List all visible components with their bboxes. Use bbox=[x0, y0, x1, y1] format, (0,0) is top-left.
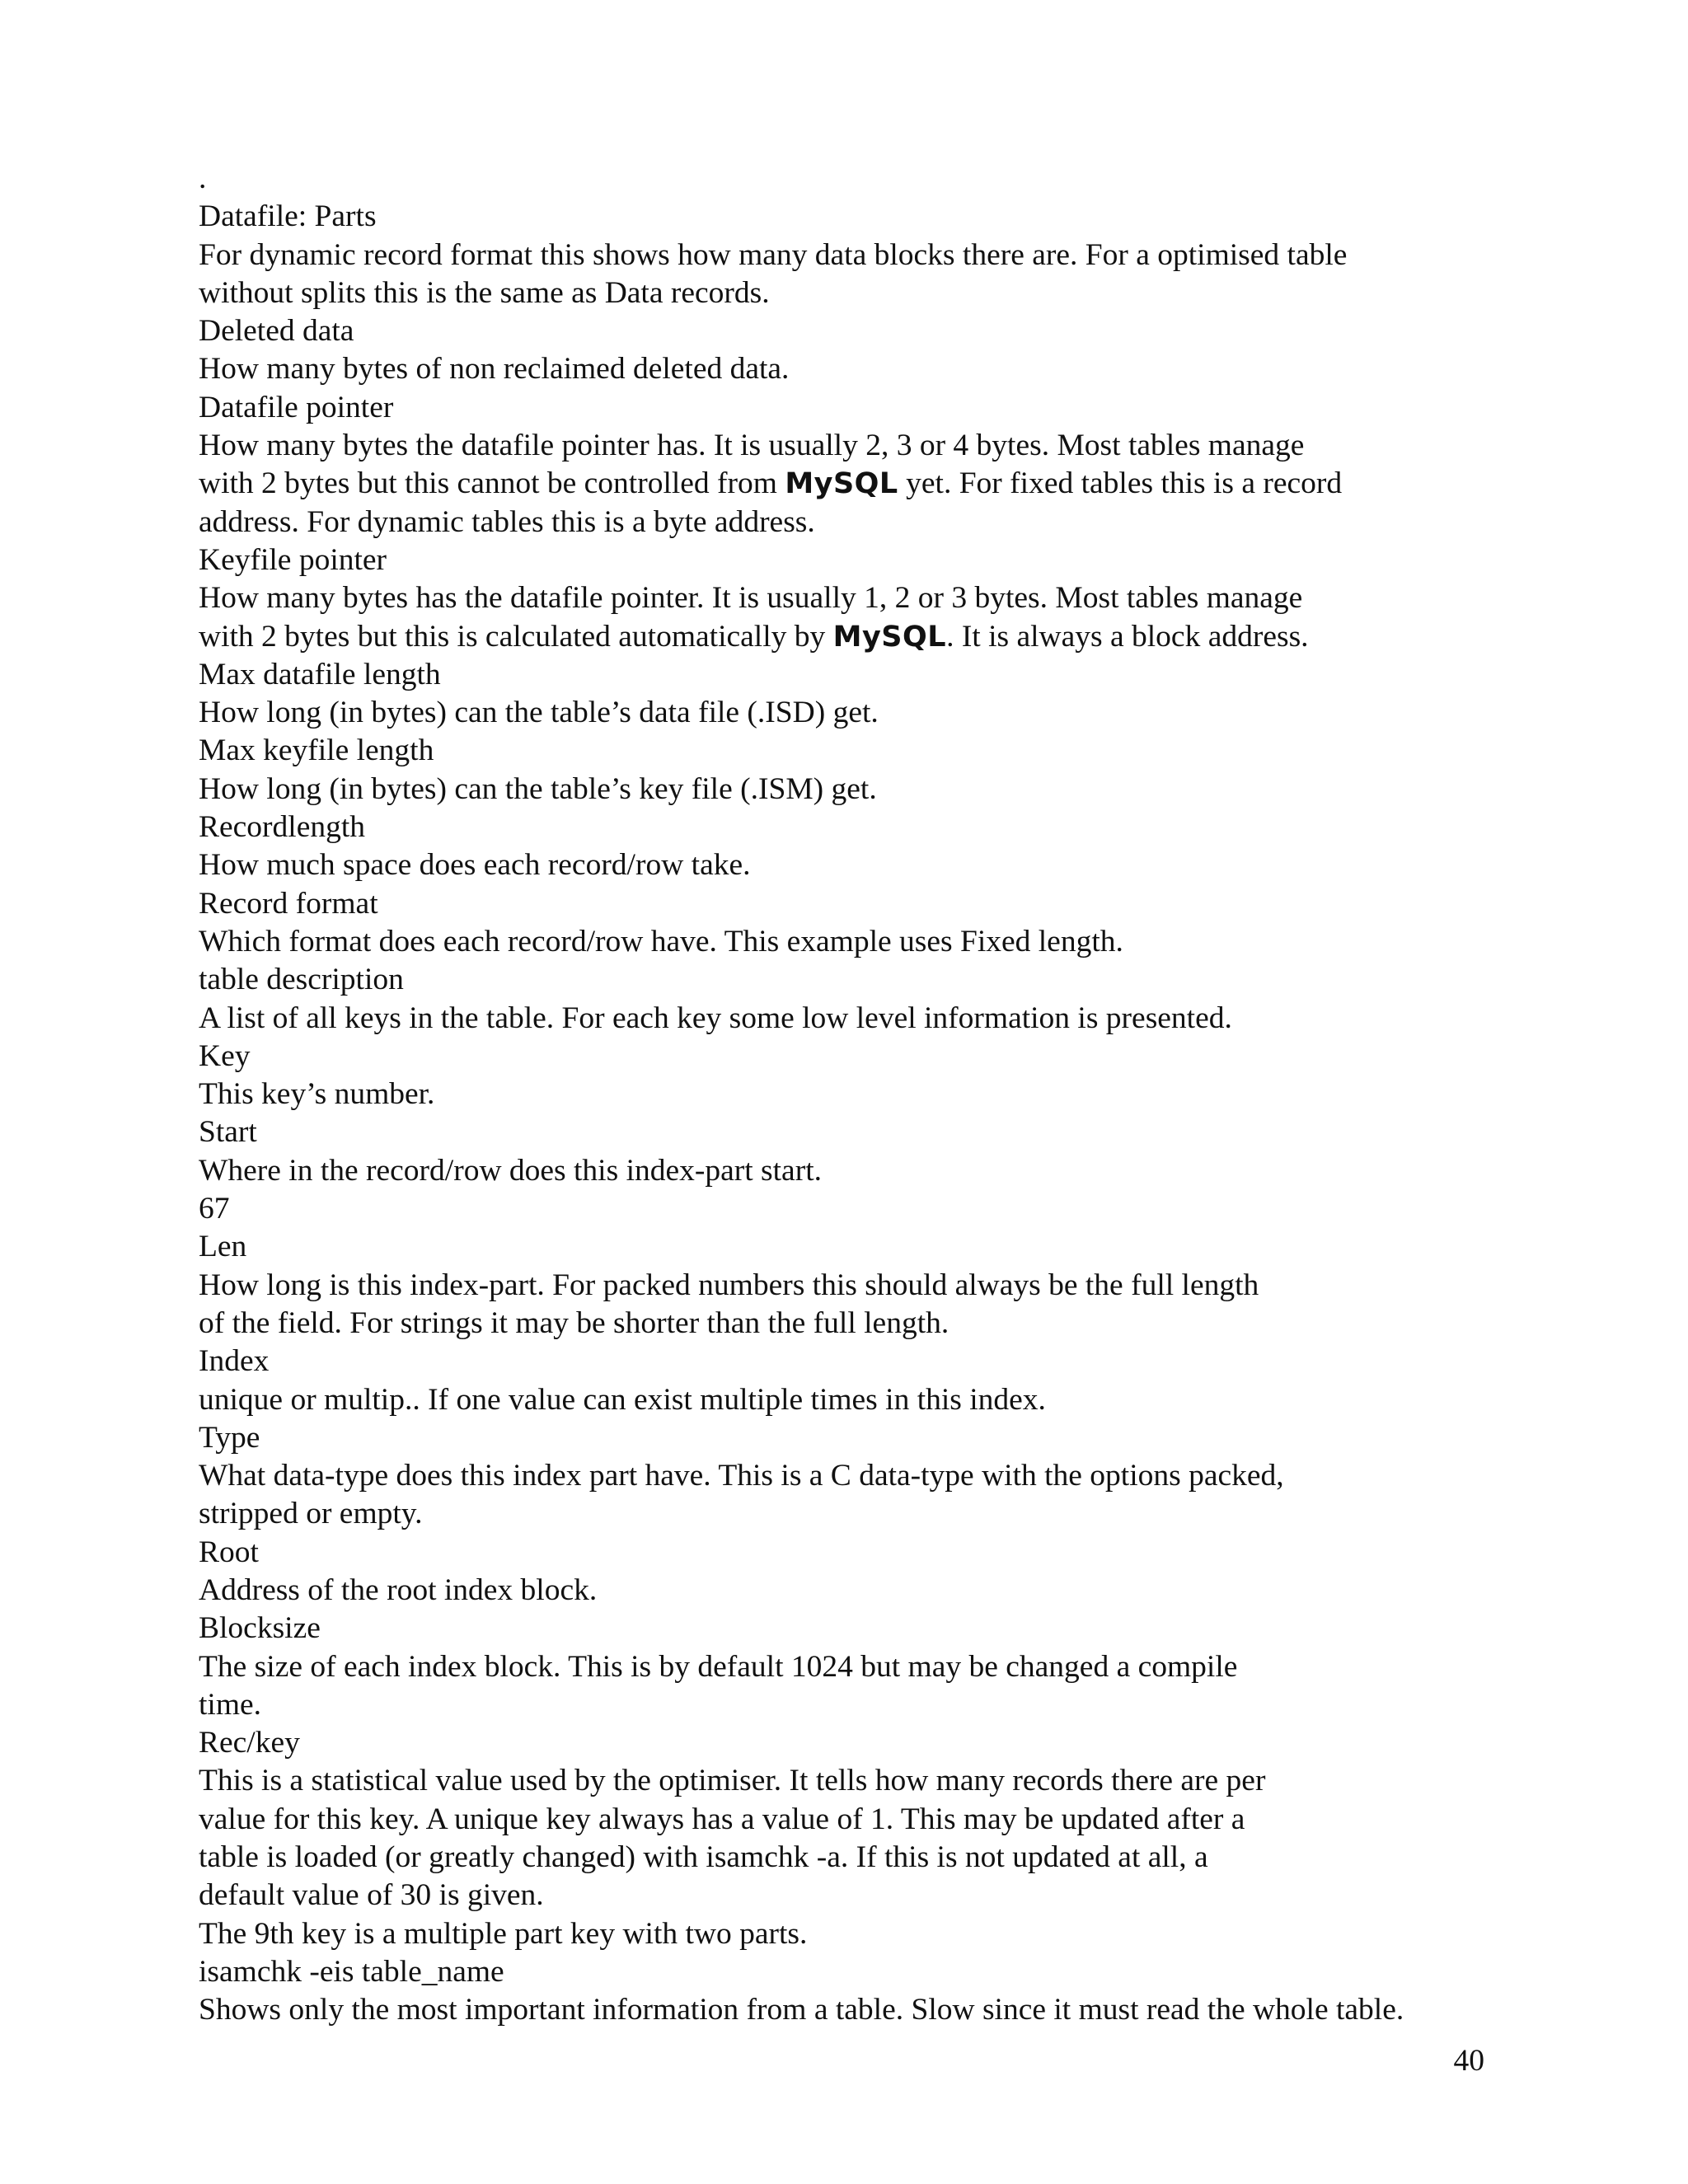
description-line: table is loaded (or greatly changed) with isamchk -a. If this is not updated at all, a bbox=[199, 1840, 1208, 1875]
description-line bbox=[199, 465, 1501, 503]
description-line: A list of all keys in the table. For each key some low level information is presented. bbox=[199, 1001, 1232, 1035]
description-line: The size of each index block. This is by default 1024 but may be changed a compile bbox=[199, 1649, 1238, 1684]
text-segment: with 2 bytes but this cannot be controlled from bbox=[199, 466, 785, 501]
term-blocksize: Blocksize bbox=[199, 1611, 321, 1646]
term-max-keyfile-length: Max keyfile length bbox=[199, 733, 434, 768]
description-line: without splits this is the same as Data records. bbox=[199, 275, 770, 310]
text-segment: . It is always a block address. bbox=[946, 619, 1309, 654]
description-line: Where in the record/row does this index-part start. bbox=[199, 1153, 822, 1188]
page-body bbox=[199, 160, 1501, 2030]
description-line: Address of the root index block. bbox=[199, 1572, 598, 1607]
description-line: What data-type does this index part have. This is a C data-type with the options packed, bbox=[199, 1459, 1284, 1493]
term-table-description: table description bbox=[199, 963, 404, 997]
term-type: Type bbox=[199, 1420, 260, 1455]
description-line: This key’s number. bbox=[199, 1077, 435, 1112]
term-root: Root bbox=[199, 1535, 259, 1569]
description-line: of the field. For strings it may be shorter than the full length. bbox=[199, 1305, 950, 1340]
description-line: How long (in bytes) can the table’s data file (.ISD) get. bbox=[199, 696, 879, 730]
term-rec-key: Rec/key bbox=[199, 1726, 300, 1760]
term-recordlength: Recordlength bbox=[199, 810, 366, 845]
description-line: default value of 30 is given. bbox=[199, 1878, 544, 1913]
description-line: How many bytes of non reclaimed deleted data. bbox=[199, 352, 790, 387]
leading-dot: . bbox=[199, 162, 207, 195]
term-key: Key bbox=[199, 1038, 251, 1073]
description-line: Which format does each record/row have. This example uses Fixed length. bbox=[199, 924, 1123, 958]
term-datafile-parts: Datafile: Parts bbox=[199, 199, 377, 234]
description-line: How much space does each record/row take. bbox=[199, 848, 751, 883]
command-line: isamchk -eis table_name bbox=[199, 1954, 504, 1989]
description-line: How long is this index-part. For packed numbers this should always be the full length bbox=[199, 1268, 1259, 1302]
term-record-format: Record format bbox=[199, 886, 378, 921]
term-index: Index bbox=[199, 1344, 270, 1379]
mysql-brand: MySQL bbox=[785, 467, 898, 501]
page-number: 40 bbox=[1453, 2044, 1484, 2078]
term-max-datafile-length: Max datafile length bbox=[199, 657, 441, 691]
term-keyfile-pointer: Keyfile pointer bbox=[199, 542, 387, 577]
body-text-line: The 9th key is a multiple part key with two parts. bbox=[199, 1916, 808, 1951]
text-segment: with 2 bytes but this is calculated automatically by bbox=[199, 619, 833, 654]
description-line: For dynamic record format this shows how many data blocks there are. For a optimised table bbox=[199, 237, 1348, 272]
mysql-brand: MySQL bbox=[832, 620, 947, 654]
description-line: How many bytes has the datafile pointer. It is usually 1, 2 or 3 bytes. Most tables manage bbox=[199, 581, 1303, 616]
description-line: How long (in bytes) can the table’s key file (.ISM) get. bbox=[199, 771, 877, 806]
term-start: Start bbox=[199, 1115, 257, 1150]
stray-number: 67 bbox=[199, 1192, 230, 1226]
term-len: Len bbox=[199, 1230, 247, 1264]
term-datafile-pointer: Datafile pointer bbox=[199, 390, 394, 424]
description-line: unique or multip.. If one value can exist multiple times in this index. bbox=[199, 1382, 1046, 1417]
description-line: This is a statistical value used by the optimiser. It tells how many records there are per bbox=[199, 1764, 1266, 1798]
description-line: Shows only the most important information from a table. Slow since it must read the whole table. bbox=[199, 1993, 1404, 2027]
description-line bbox=[199, 618, 1501, 656]
description-line: address. For dynamic tables this is a byte address. bbox=[199, 504, 815, 539]
term-deleted-data: Deleted data bbox=[199, 314, 354, 349]
description-line: time. bbox=[199, 1687, 262, 1722]
description-line: How many bytes the datafile pointer has. It is usually 2, 3 or 4 bytes. Most tables manage bbox=[199, 429, 1305, 463]
text-segment: yet. For fixed tables this is a record bbox=[898, 466, 1343, 501]
description-line: value for this key. A unique key always has a value of 1. This may be updated after a bbox=[199, 1802, 1245, 1836]
description-line: stripped or empty. bbox=[199, 1497, 423, 1531]
